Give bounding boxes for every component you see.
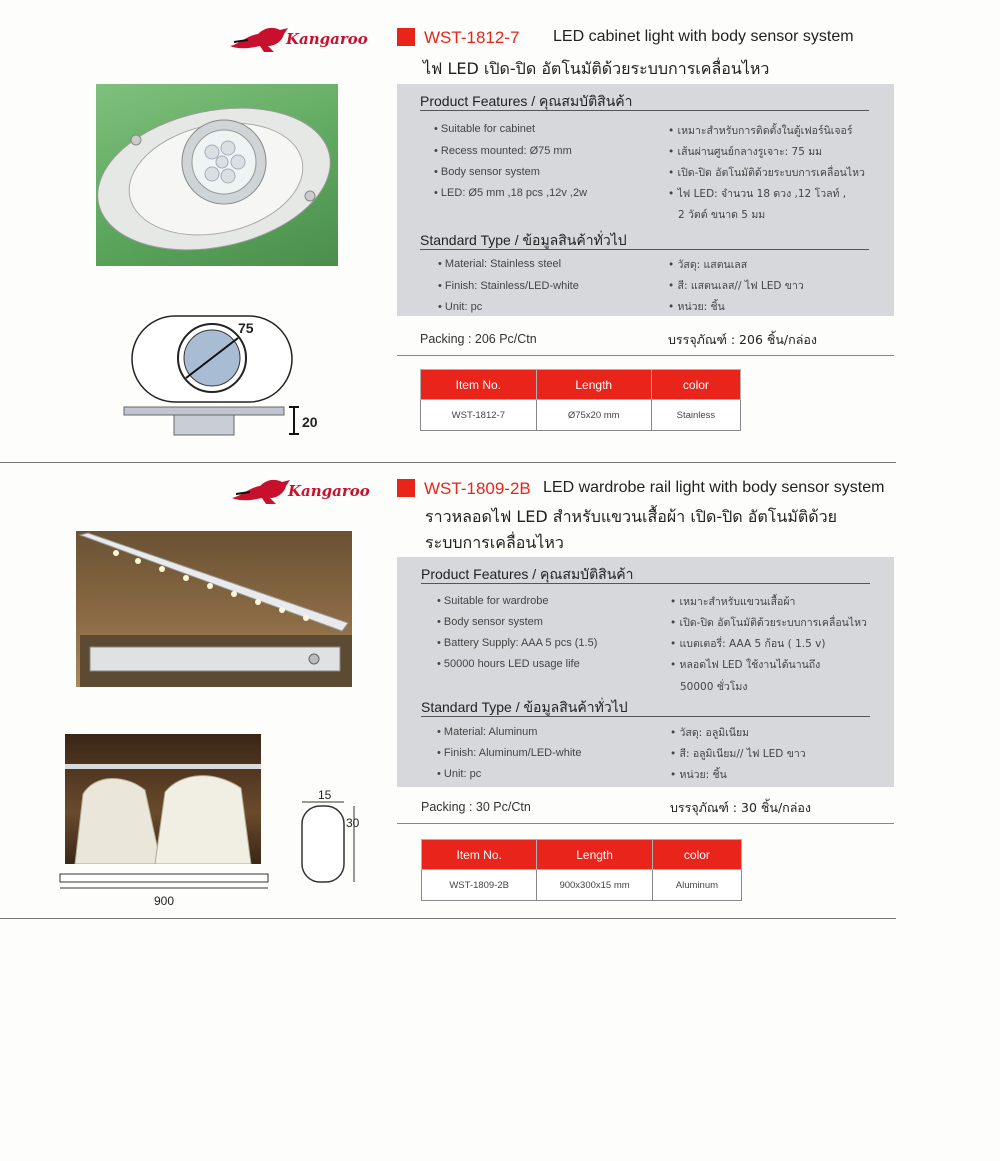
- col-header-color: color: [652, 840, 741, 870]
- cell-color: Stainless: [651, 400, 740, 431]
- profile-drawing: [296, 788, 366, 886]
- standard-item: • Finish: Aluminum/LED-white: [437, 747, 581, 759]
- product-title-thai: ราวหลอดไฟ LED สำหรับแขวนเสื้อผ้า เปิด-ปิด อัตโนมัติด้วย: [425, 507, 837, 526]
- feature-item: • 50000 hours LED usage life: [437, 658, 580, 670]
- feature-item-thai: 50000 ชั่วโมง: [680, 681, 748, 693]
- feature-item: • Body sensor system: [437, 616, 543, 628]
- packing-thai: บรรจุภัณฑ์ : 30 ชิ้น/กล่อง: [670, 800, 812, 815]
- technical-drawing: [120, 312, 330, 440]
- product-title: LED cabinet light with body sensor system: [553, 28, 854, 45]
- feature-item-thai: • เหมาะสำหรับการติดตั้งในตู้เฟอร์นิเจอร์: [668, 122, 852, 139]
- brand-logo: [228, 24, 378, 54]
- divider: [420, 249, 869, 250]
- feature-item: • LED: Ø5 mm ,18 pcs ,12v ,2w: [434, 187, 587, 199]
- col-header-item-no: Item No.: [422, 840, 537, 870]
- brand-name: Kangaroo: [288, 482, 370, 500]
- feature-item-thai: 2 วัตต์ ขนาด 5 มม: [678, 209, 766, 221]
- feature-item: • Battery Supply: AAA 5 pcs (1.5): [437, 637, 597, 649]
- model-marker: [397, 28, 415, 46]
- product-title: LED wardrobe rail light with body sensor system: [543, 479, 885, 496]
- standard-item: • Finish: Stainless/LED-white: [438, 280, 579, 292]
- standard-item-thai: • หน่วย: ชิ้น: [668, 298, 725, 315]
- kangaroo-icon: [228, 24, 290, 54]
- cell-color: Aluminum: [652, 870, 741, 901]
- model-number: WST-1812-7: [424, 28, 520, 47]
- divider: [421, 583, 870, 584]
- feature-item-thai: • แบตเตอรี่: AAA 5 ก้อน ( 1.5 v): [670, 635, 825, 652]
- packing: Packing : 30 Pc/Ctn: [421, 800, 531, 814]
- table-row: [422, 870, 742, 901]
- standard-heading: Standard Type / ข้อมูลสินค้าทั่วไป: [421, 699, 628, 715]
- table-header-row: [422, 840, 742, 870]
- dim-diameter: 75: [238, 320, 254, 336]
- standard-item-thai: • หน่วย: ชิ้น: [670, 766, 727, 783]
- model-number: WST-1809-2B: [424, 479, 531, 498]
- col-header-color: color: [651, 370, 740, 400]
- feature-item-thai: • เปิด-ปิด อัตโนมัติด้วยระบบการเคลื่อนไหว: [668, 164, 865, 181]
- section-divider: [0, 462, 896, 463]
- section-divider: [0, 918, 896, 919]
- feature-item-thai: • หลอดไฟ LED ใช้งานได้นานถึง: [670, 656, 820, 673]
- standard-item-thai: • วัสดุ: อลูมิเนียม: [670, 724, 749, 741]
- product-title-thai-line2: ระบบการเคลื่อนไหว: [425, 533, 564, 552]
- features-heading: Product Features / คุณสมบัติสินค้า: [421, 566, 634, 582]
- packing: Packing : 206 Pc/Ctn: [420, 332, 537, 346]
- spec-table: [420, 369, 741, 431]
- dim-profile-height: 30: [346, 816, 360, 830]
- feature-item-thai: • ไฟ LED: จำนวน 18 ดวง ,12 โวลท์ ,: [668, 185, 846, 202]
- model-marker: [397, 479, 415, 497]
- standard-item-thai: • สี: แสตนเลส// ไฟ LED ขาว: [668, 277, 804, 294]
- cell-length: 900x300x15 mm: [537, 870, 652, 901]
- feature-item-thai: • เหมาะสำหรับแขวนเสื้อผ้า: [670, 593, 795, 610]
- divider: [420, 110, 869, 111]
- cell-item-no: WST-1809-2B: [422, 870, 537, 901]
- cell-length: Ø75x20 mm: [536, 400, 651, 431]
- brand-name: Kangaroo: [286, 30, 368, 48]
- feature-item-thai: • เปิด-ปิด อัตโนมัติด้วยระบบการเคลื่อนไหว: [670, 614, 867, 631]
- standard-item: • Material: Aluminum: [437, 726, 537, 738]
- col-header-item-no: Item No.: [421, 370, 537, 400]
- dim-height: 20: [302, 414, 318, 430]
- feature-item: • Recess mounted: Ø75 mm: [434, 145, 572, 157]
- divider: [421, 716, 870, 717]
- col-header-length: Length: [537, 840, 652, 870]
- features-heading: Product Features / คุณสมบัติสินค้า: [420, 93, 633, 109]
- spec-table: [421, 839, 742, 901]
- divider: [397, 823, 894, 824]
- table-header-row: [421, 370, 741, 400]
- kangaroo-icon: [230, 476, 292, 506]
- dim-length: 900: [154, 894, 175, 908]
- standard-item: • Unit: pc: [438, 301, 482, 313]
- rail-drawing: [58, 872, 270, 908]
- product-photo: [76, 531, 352, 687]
- standard-item-thai: • สี: อลูมิเนียม// ไฟ LED ขาว: [670, 745, 806, 762]
- feature-item: • Suitable for cabinet: [434, 123, 535, 135]
- product-title-thai: ไฟ LED เปิด-ปิด อัตโนมัติด้วยระบบการเคลื่อนไหว: [423, 59, 770, 78]
- table-row: [421, 400, 741, 431]
- feature-item-thai: • เส้นผ่านศูนย์กลางรูเจาะ: 75 มม: [668, 143, 822, 160]
- cell-item-no: WST-1812-7: [421, 400, 537, 431]
- standard-heading: Standard Type / ข้อมูลสินค้าทั่วไป: [420, 232, 627, 248]
- divider: [397, 355, 894, 356]
- col-header-length: Length: [536, 370, 651, 400]
- standard-item: • Material: Stainless steel: [438, 258, 561, 270]
- feature-item: • Suitable for wardrobe: [437, 595, 548, 607]
- dim-width: 15: [318, 788, 332, 802]
- product-photo: [96, 84, 338, 266]
- wardrobe-photo: [65, 734, 261, 864]
- brand-logo: [230, 476, 380, 506]
- feature-item: • Body sensor system: [434, 166, 540, 178]
- standard-item-thai: • วัสดุ: แสตนเลส: [668, 256, 747, 273]
- packing-thai: บรรจุภัณฑ์ : 206 ชิ้น/กล่อง: [668, 332, 817, 347]
- standard-item: • Unit: pc: [437, 768, 481, 780]
